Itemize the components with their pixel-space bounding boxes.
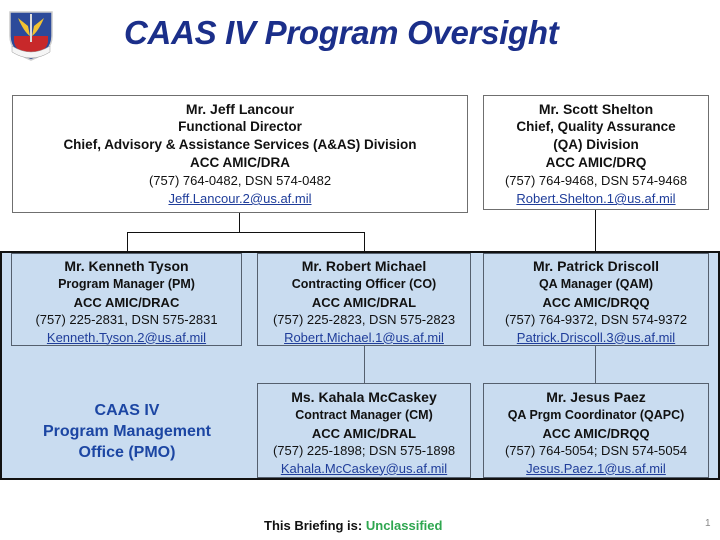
org-box-program-manager — [11, 253, 242, 346]
classification-prefix: This Briefing is: — [264, 518, 363, 533]
air-combat-command-shield-icon — [6, 6, 56, 62]
person-division: Chief, Advisory & Assistance Services (A&AS) Division — [63, 137, 417, 152]
connector-line — [127, 232, 128, 252]
person-division: (QA) Division — [553, 137, 639, 152]
page-number: 1 — [705, 518, 711, 529]
connector-line — [364, 232, 365, 252]
person-name: Mr. Jesus Paez — [546, 389, 646, 405]
connector-line — [364, 346, 365, 383]
person-phone: (757) 764-5054; DSN 574-5054 — [504, 443, 688, 458]
email-link[interactable]: Jeff.Lancour.2@us.af.mil — [168, 191, 312, 206]
pmo-label-line: Program Management — [42, 423, 212, 440]
person-name: Mr. Patrick Driscoll — [532, 258, 660, 274]
page-title: CAAS IV Program Oversight — [124, 14, 559, 51]
person-office: ACC AMIC/DRQQ — [542, 425, 650, 441]
connector-line — [595, 346, 596, 383]
org-box-functional-director — [12, 95, 468, 213]
classification-banner — [264, 518, 442, 533]
email-link[interactable]: Jesus.Paez.1@us.af.mil — [526, 460, 666, 476]
org-box-contracting-officer — [257, 253, 471, 346]
person-role: Chief, Quality Assurance — [516, 119, 676, 134]
person-role: Program Manager (PM) — [58, 277, 195, 291]
org-box-qa-manager — [483, 253, 709, 346]
person-role: QA Prgm Coordinator (QAPC) — [507, 408, 685, 422]
pmo-label-line: Office (PMO) — [78, 444, 176, 461]
person-office: ACC AMIC/DRAC — [73, 294, 180, 310]
org-box-contract-manager — [257, 383, 471, 478]
person-office: ACC AMIC/DRA — [190, 155, 290, 170]
person-office: ACC AMIC/DRQQ — [542, 294, 650, 310]
person-office: ACC AMIC/DRQ — [545, 155, 647, 170]
person-phone: (757) 225-1898; DSN 575-1898 — [272, 443, 456, 458]
email-link[interactable]: Patrick.Driscoll.3@us.af.mil — [516, 329, 676, 345]
pmo-label — [22, 400, 232, 463]
person-phone: (757) 764-9372, DSN 574-9372 — [504, 312, 688, 327]
pmo-label-line: CAAS IV — [94, 402, 160, 419]
person-name: Ms. Kahala McCaskey — [291, 389, 437, 405]
email-link[interactable]: Robert.Michael.1@us.af.mil — [284, 329, 444, 345]
person-office: ACC AMIC/DRAL — [311, 294, 417, 310]
connector-line — [595, 210, 596, 252]
person-phone: (757) 225-2823, DSN 575-2823 — [272, 312, 456, 327]
connector-line — [127, 232, 365, 233]
person-phone: (757) 764-9468, DSN 574-9468 — [504, 173, 688, 188]
person-role: Contract Manager (CM) — [295, 408, 433, 422]
person-name: Mr. Scott Shelton — [538, 101, 654, 117]
person-name: Mr. Jeff Lancour — [185, 101, 295, 117]
classification-level: Unclassified — [365, 518, 443, 533]
email-link[interactable]: Robert.Shelton.1@us.af.mil — [516, 191, 676, 206]
person-role: Functional Director — [178, 119, 302, 134]
org-box-qa-chief — [483, 95, 709, 210]
person-name: Mr. Kenneth Tyson — [64, 258, 189, 274]
person-phone: (757) 764-0482, DSN 574-0482 — [148, 173, 332, 188]
person-phone: (757) 225-2831, DSN 575-2831 — [35, 312, 218, 327]
person-role: QA Manager (QAM) — [538, 277, 654, 291]
person-name: Mr. Robert Michael — [301, 258, 427, 274]
email-link[interactable]: Kahala.McCaskey@us.af.mil — [280, 460, 448, 476]
person-office: ACC AMIC/DRAL — [311, 425, 417, 441]
org-box-qa-coordinator — [483, 383, 709, 478]
connector-line — [239, 213, 240, 232]
email-link[interactable]: Kenneth.Tyson.2@us.af.mil — [46, 329, 207, 345]
person-role: Contracting Officer (CO) — [291, 277, 437, 291]
